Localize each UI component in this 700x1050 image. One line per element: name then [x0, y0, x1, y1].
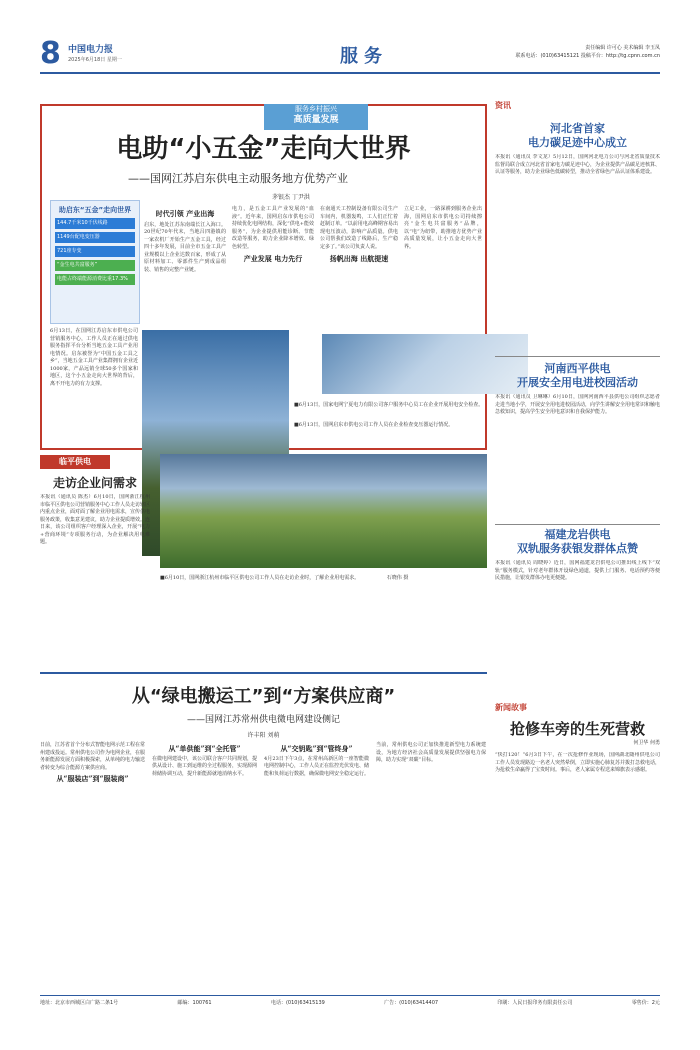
brief-1-body: 本报讯（通讯员 李文龙）5月12日，国网河北电力公司与河北省质量技术监督局联合成立河北省首家电力碳足迹中心，为企业提供产品碳足迹核算、认证等服务，助力企业绿色低碳转型，推动全省绿色产品认证体系建设。	[495, 154, 660, 175]
story-byline: 何卫华 何勇	[633, 740, 660, 746]
brief-3-body: 本报讯（通讯员 周晓婷）近日，国网福建龙岩供电公司推出线上线下“双轨”服务模式，针对老年群体开设绿色通道，提供上门服务、电话预约等便民措施，让银发群体办电更便捷。	[495, 560, 660, 581]
left-article-tag: 临平供电	[40, 455, 110, 469]
paper-name: 中国电力报	[68, 45, 114, 55]
lead-column-2: 时代引领 产业出海 启东，地处江苏东南端长江入海口。20世纪70年代末，当地吕四港镇的一家农机厂开始生产五金工具，经过四十多年发展，目前全市五金工具产业规模以上企业达数百家，形成了从原材料加工、零部件生产到成品组装、销售的完整产业链。	[144, 209, 226, 273]
lead-byline: 茅银杰 丁尹洪	[272, 194, 310, 201]
story-body: “快打120！”6月3日下午，在一次抢修作业现场，国网湖北随州供电公司工作人员发现路边一名老人突然晕倒，立即实施心肺复苏并拨打急救电话，为抢救生命赢得了宝贵时间。事后，老人家属专程送来锦旗表示感谢。	[495, 752, 660, 773]
infographic: 助启东“五金”走向世界 144.7千米10千伏线路 1149台配电变压器 721座专变 “金生电共富服务” 电能占终端能源消费比重17.3%	[50, 200, 140, 324]
lead-column-4: 在南通天工控制设备有限公司生产车间内，机器轰鸣，工人们正忙着赶制订单。“以前用电高峰期容易出现电压波动，影响产品质量。供电公司帮我们改造了线路后，生产稳定多了。”该公司负责人说。 扬帆出海 出航提速	[320, 206, 398, 263]
brief-divider	[495, 524, 660, 525]
bottom-article-title: 从“绿电搬运工”到“方案供应商”	[131, 686, 396, 707]
news-story-tag: 新闻故事	[495, 703, 527, 712]
section-divider	[40, 672, 487, 674]
greenhouse-photo	[160, 454, 487, 568]
lead-caption-1: ■6月13日，国家电网宁夏电力有限公司客户服务中心员工在企业开展用电安全检查。	[294, 402, 484, 408]
story-title: 抢修车旁的生死营救	[509, 720, 645, 738]
bottom-column-1: 日前，江苏省首个分布式智能电网示范工程在常州建成投运。常州供电公司作为电网企业，在服务新能源发展方面积极探索，从单纯的电力输送者转变为综合能源方案供应商。 从“服装店”到“服装商”	[40, 742, 146, 783]
bottom-column-4: 当前，常州供电公司正加快推进新型电力系统建设，为地方经济社会高质量发展提供坚强电力保障，助力实现“双碳”目标。	[376, 742, 486, 763]
left-article-title: 走访企业问需求	[52, 476, 137, 490]
feature-kicker: 服务乡村振兴 高质量发展	[264, 104, 368, 130]
brief-2-title: 河南西平供电 开展安全用电进校园活动	[517, 362, 638, 389]
news-brief-tag: 资讯	[495, 101, 511, 110]
bottom-column-3: 从“交钥匙”到“管终身” 4月23日下午3点，在常州高新区的一座智能微电网控制中心，工作人员正在监控光伏发电、储能和负荷运行数据，确保微电网安全稳定运行。	[264, 744, 370, 777]
lead-column-1: 6月13日，在国网江苏启东市供电公司营销服务中心，工作人员正在通过供电服务指挥平台分析当地五金工具产业用电情况。启东被誉为“中国五金工具之乡”，当地五金工具产业集群拥有企业近1000家，产品远销全球50多个国家和地区，这个小五金走向大世界的背后，离不开电力的有力支撑。	[50, 328, 138, 387]
page-number: 8	[40, 36, 61, 71]
issue-date: 2025年6月18日 星期一	[68, 57, 122, 63]
lead-column-3: 电力，是五金工具产业发展的“血液”。近年来，国网启东市供电公司持续优化电网结构，深化“供电+能效服务”，为企业提供用能诊断、节能改造等服务，助力企业降本增效、绿色转型。 产业发展 电力先行	[232, 206, 314, 263]
left-article-body: 本报讯（通讯员 陈杰）6月10日，国网浙江杭州市临平区供电公司营销服务中心工作人员走访辖区内重点企业，面对面了解企业用电需求，宣传供电服务政策，收集意见建议，助力企业提质增效。连日来，该公司组织客户经理深入企业，开展“电力+营商环境”专项服务行动，为企业解决用电难题。	[40, 494, 150, 545]
page-footer: 地址：北京市西城区白广路二条1号 邮编：100761 电话：(010)63415139 广告：(010)63414407 印刷：人民日报印务有限责任公司 零售价：2元	[40, 995, 660, 1006]
lead-column-5: 立足工业，一路深耕到服务企业出海，国网启东市供电公司持续擦亮“金生电共富服务”品牌，以“电”为纽带，助推地方优势产业高质量发展，让小五金走向大世界。	[404, 206, 482, 250]
right-column	[495, 100, 660, 990]
bottom-article-byline: 许丰阳 刘萌	[247, 732, 280, 739]
lead-caption-2: ■6月13日，国网启东市供电公司工作人员在企业检查变压器运行情况。	[294, 422, 454, 428]
brief-divider	[495, 356, 660, 357]
page-header	[40, 36, 660, 74]
lead-headline: 电助“小五金”走向大世界	[116, 134, 411, 164]
bottom-article-subtitle: ——国网江苏常州供电微电网建设侧记	[186, 715, 340, 725]
photo-caption: ■6月10日，国网浙江杭州市临平区供电公司工作人员在走访企业时，了解企业用电需求。 石晓伟 摄	[160, 575, 409, 581]
bottom-column-2: 从“单供能”到“全托管” 在微电网建设中，该公司联合客户共同规划，提供从设计、施工到运维的全过程服务，实现源网荷储协调互动，提升新能源就地消纳水平。	[152, 744, 258, 777]
brief-1-title: 河北省首家 电力碳足迹中心成立	[528, 122, 627, 149]
lead-feature	[40, 104, 487, 450]
brief-2-body: 本报讯（通讯员 卫琳琳）6月10日，国网河南西平县供电公司组织志愿者走进当地小学，开展安全用电进校园活动，向学生讲解安全用电常识和触电急救知识，提高学生安全用电意识和自我保护能力。	[495, 394, 660, 415]
brief-3-title: 福建龙岩供电 双轨服务获银发群体点赞	[517, 528, 638, 555]
editor-credits: 责任编辑 许可心 美术编辑 李玉凤 联系电话：(010)63415121 投稿平台：http://tg.cpnn.com.cn	[515, 45, 660, 59]
section-title: 服务	[340, 46, 388, 67]
lead-subtitle: ——国网江苏启东供电主动服务地方优势产业	[128, 172, 348, 185]
